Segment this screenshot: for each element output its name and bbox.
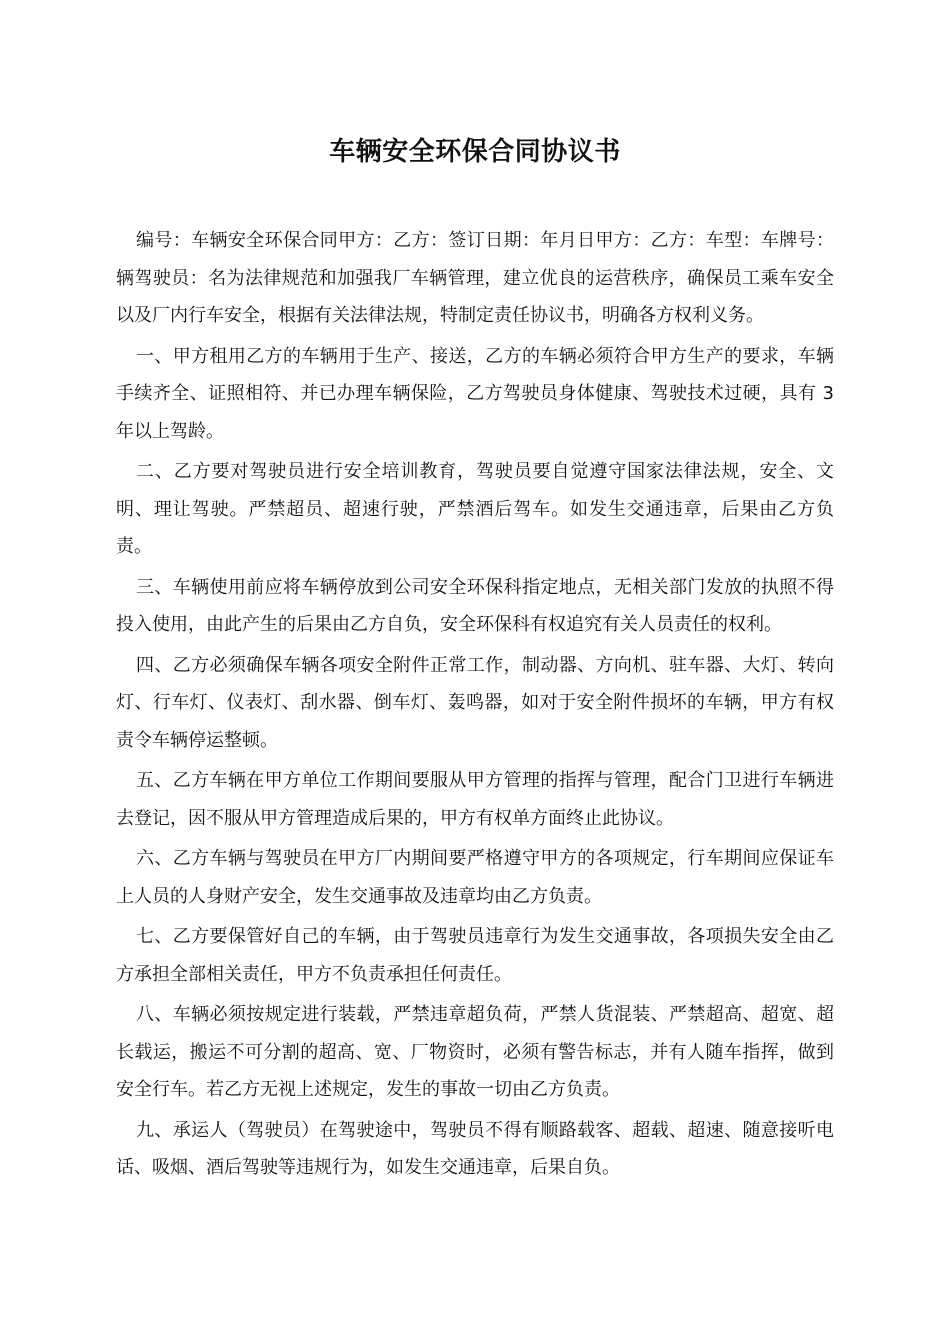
paragraph-clause-1: 一、甲方租用乙方的车辆用于生产、接送，乙方的车辆必须符合甲方生产的要求，车辆手续齐全、证照相符、并已办理车辆保险，乙方驾驶员身体健康、驾驶技术过硬，具有 3 年以上驾龄。 xyxy=(116,345,834,442)
paragraph-clause-5: 五、乙方车辆在甲方单位工作期间要服从甲方管理的指挥与管理，配合门卫进行车辆进去登记，因不服从甲方管理造成后果的，甲方有权单方面终止此协议。 xyxy=(116,770,834,829)
paragraph-clause-9: 九、承运人（驾驶员）在驾驶途中，驾驶员不得有顺路载客、超载、超速、随意接听电话、吸烟、酒后驾驶等违规行为，如发生交通违章，后果自负。 xyxy=(116,1119,834,1178)
paragraph-clause-4: 四、乙方必须确保车辆各项安全附件正常工作，制动器、方向机、驻车器、大灯、转向灯、行车灯、仪表灯、刮水器、倒车灯、轰鸣器，如对于安全附件损坏的车辆，甲方有权责令车辆停运整顿。 xyxy=(116,654,834,751)
paragraph-clause-8: 八、车辆必须按规定进行装载，严禁违章超负荷，严禁人货混装、严禁超高、超宽、超长载运，搬运不可分割的超高、宽、厂物资时，必须有警告标志，并有人随车指挥，做到安全行车。若乙方无视上述规定，发生的事故一切由乙方负责。 xyxy=(116,1004,834,1100)
paragraph-preamble: 编号：车辆安全环保合同甲方：乙方：签订日期：年月日甲方：乙方：车型：车牌号：辆驾驶员：名为法律规范和加强我厂车辆管理，建立优良的运营秩序，确保员工乘车安全以及厂内行车安全，根据有关法律法规，特制定责任协议书，明确各方权利义务。 xyxy=(116,230,834,326)
document-body xyxy=(116,222,834,1190)
paragraph-clause-2: 二、乙方要对驾驶员进行安全培训教育，驾驶员要自觉遵守国家法律法规，安全、文明、理让驾驶。严禁超员、超速行驶，严禁酒后驾车。如发生交通违章，后果由乙方负责。 xyxy=(116,461,834,557)
paragraph-clause-3: 三、车辆使用前应将车辆停放到公司安全环保科指定地点，无相关部门发放的执照不得投入使用，由此产生的后果由乙方自负，安全环保科有权追究有关人员责任的权利。 xyxy=(116,576,834,635)
paragraph-clause-7: 七、乙方要保管好自己的车辆，由于驾驶员违章行为发生交通事故，各项损失安全由乙方承担全部相关责任，甲方不负责承担任何责任。 xyxy=(116,926,834,985)
paragraph-clause-6: 六、乙方车辆与驾驶员在甲方厂内期间要严格遵守甲方的各项规定，行车期间应保证车上人员的人身财产安全，发生交通事故及违章均由乙方负责。 xyxy=(116,848,834,907)
document-title: 车辆安全环保合同协议书 xyxy=(329,137,621,167)
